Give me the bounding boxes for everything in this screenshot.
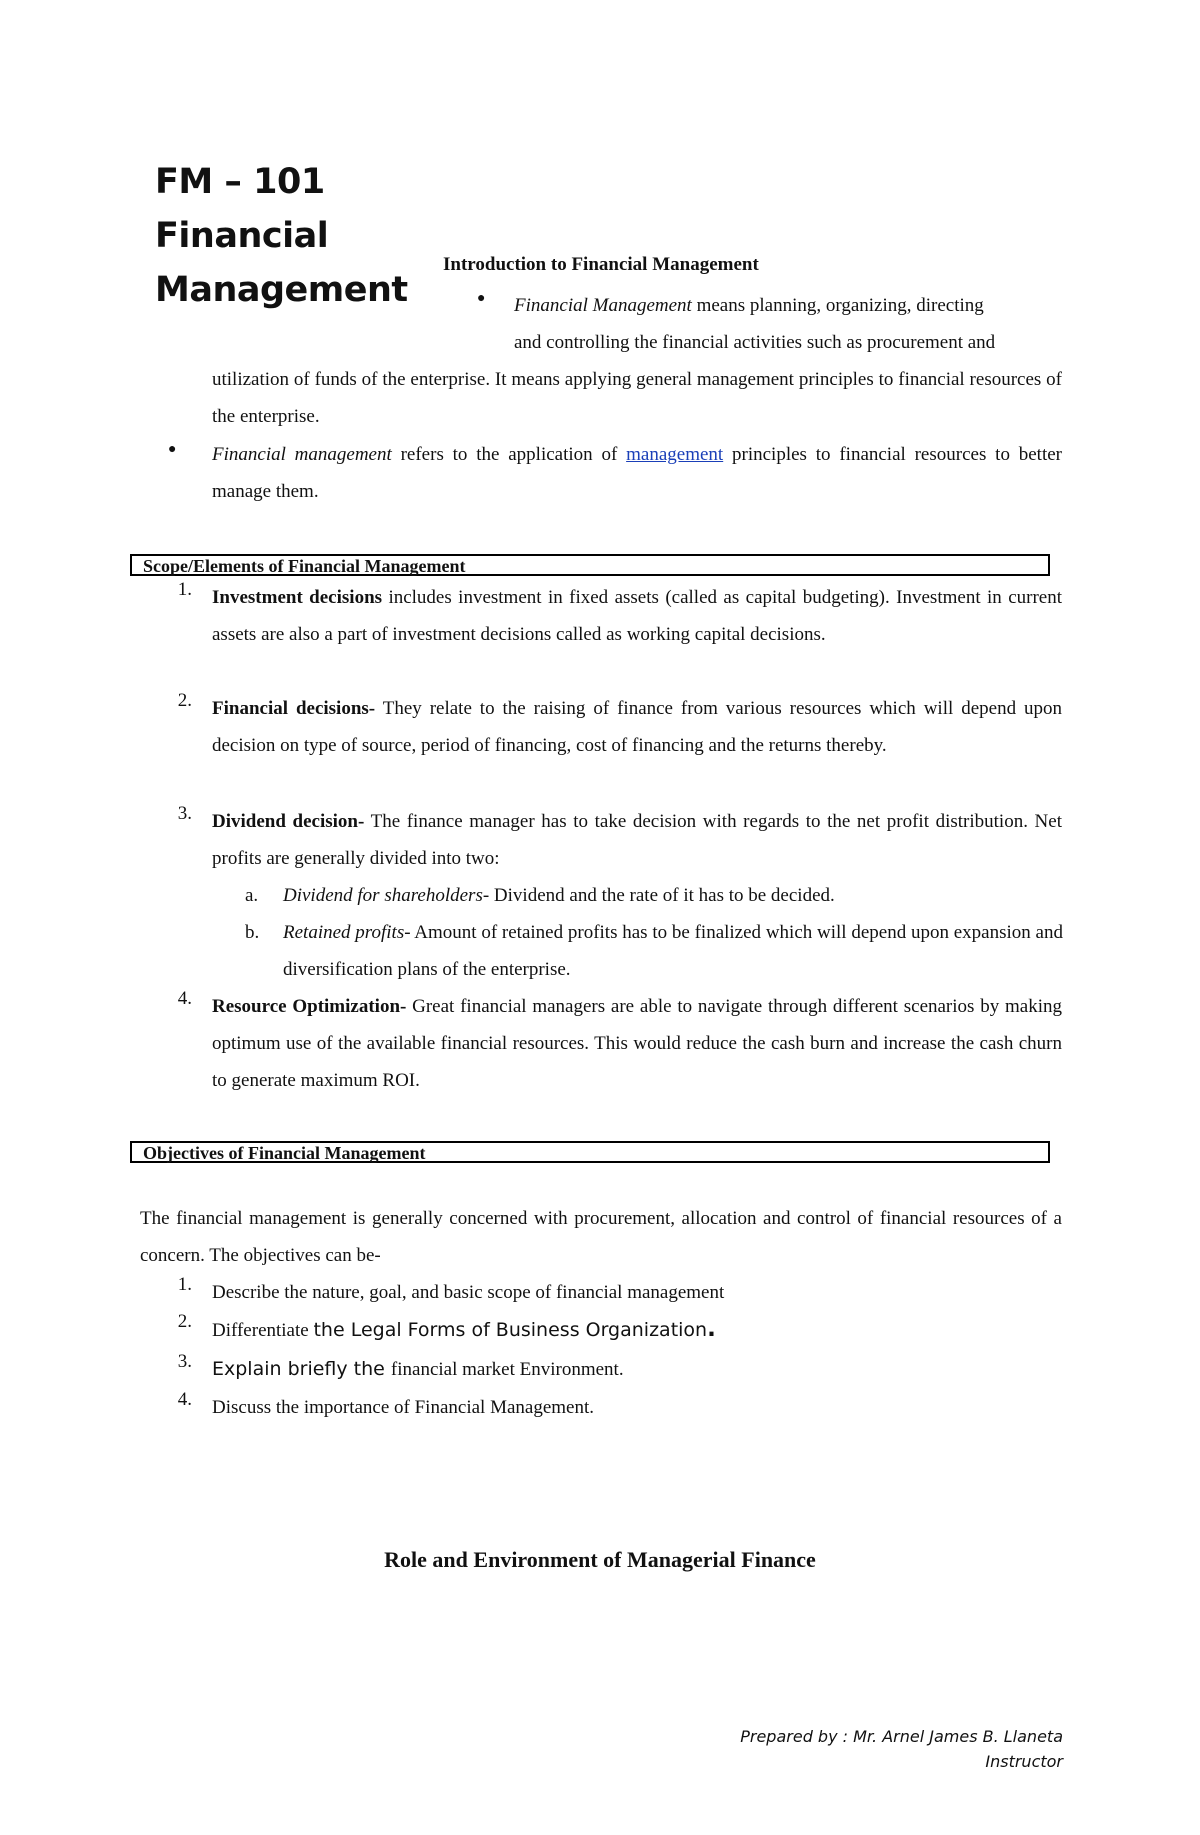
objective-item-3: Explain briefly the financial market Environment. xyxy=(212,1358,624,1380)
objective-number: 1. xyxy=(177,1274,192,1295)
scope-item-optimization: Resource Optimization- Great financial managers are able to navigate through different scenarios by making optimum use of the available financial resources. This would reduce the cash burn and increase the cash churn to generate maximum ROI. xyxy=(212,996,1062,1091)
section-title: Role and Environment of Managerial Finance xyxy=(384,1547,816,1572)
objective-item-1: Describe the nature, goal, and basic scope of financial management xyxy=(212,1282,725,1303)
objective-number: 3. xyxy=(177,1351,192,1372)
course-code: FM – 101 xyxy=(155,162,325,202)
objective-number: 2. xyxy=(177,1311,192,1332)
bullet-icon: ● xyxy=(477,291,486,306)
footer-role: Instructor xyxy=(985,1752,1063,1771)
objectives-heading: Objectives of Financial Management xyxy=(130,1141,1050,1163)
scope-heading: Scope/Elements of Financial Management xyxy=(130,554,1050,576)
intro-bullet1-line3: utilization of funds of the enterprise. It means applying general management principles to financial resources of the enterprise. xyxy=(212,369,1062,427)
footer-prepared-by: Prepared by : Mr. Arnel James B. Llaneta xyxy=(740,1727,1063,1746)
course-name-line1: Financial xyxy=(155,216,329,256)
subitem-retained: Retained profits- Amount of retained profits has to be finalized which will depend upon expansion and diversification plans of the enterprise. xyxy=(283,922,1063,980)
intro-bullet2: Financial management refers to the application of management principles to financial resources to better manage them. xyxy=(212,444,1063,502)
management-link[interactable]: management xyxy=(626,444,724,465)
objectives-paragraph: The financial management is generally concerned with procurement, allocation and control of financial resources of a concern. The objectives can be- xyxy=(140,1208,1062,1266)
scope-item-financial: Financial decisions- They relate to the raising of finance from various resources which will depend upon decision on type of source, period of financing, cost of financing and the returns thereby. xyxy=(212,698,1063,756)
scope-item-number: 1. xyxy=(177,579,192,600)
intro-bullet1-line2: and controlling the financial activities such as procurement and xyxy=(514,332,996,353)
objective-number: 4. xyxy=(177,1389,192,1410)
intro-bullet1-term: Financial Management xyxy=(514,295,692,316)
course-name-line2: Management xyxy=(155,270,408,310)
subitem-letter: a. xyxy=(245,885,259,906)
objective-item-4: Discuss the importance of Financial Management. xyxy=(212,1397,595,1418)
bullet-icon: ● xyxy=(168,442,177,457)
intro-bullet1-line1: Financial Management means planning, organizing, directing xyxy=(514,295,984,316)
intro-heading: Introduction to Financial Management xyxy=(443,254,759,275)
objective-item-2: Differentiate the Legal Forms of Business Organization. xyxy=(212,1316,716,1342)
scope-item-number: 4. xyxy=(177,988,192,1009)
subitem-letter: b. xyxy=(245,922,260,943)
intro-bullet2-term: Financial management xyxy=(212,444,392,465)
course-title xyxy=(155,155,445,317)
subitem-shareholders: Dividend for shareholders- Dividend and the rate of it has to be decided. xyxy=(283,885,835,906)
scope-item-number: 2. xyxy=(177,690,192,711)
scope-item-number: 3. xyxy=(177,803,192,824)
scope-item-investment: Investment decisions includes investment in fixed assets (called as capital budgeting). Investment in current assets are also a part of investment decisions called as working capital decisions. xyxy=(212,587,1062,645)
scope-item-dividend: Dividend decision- The finance manager has to take decision with regards to the net profit distribution. Net profits are generally divided into two: xyxy=(212,811,1062,869)
